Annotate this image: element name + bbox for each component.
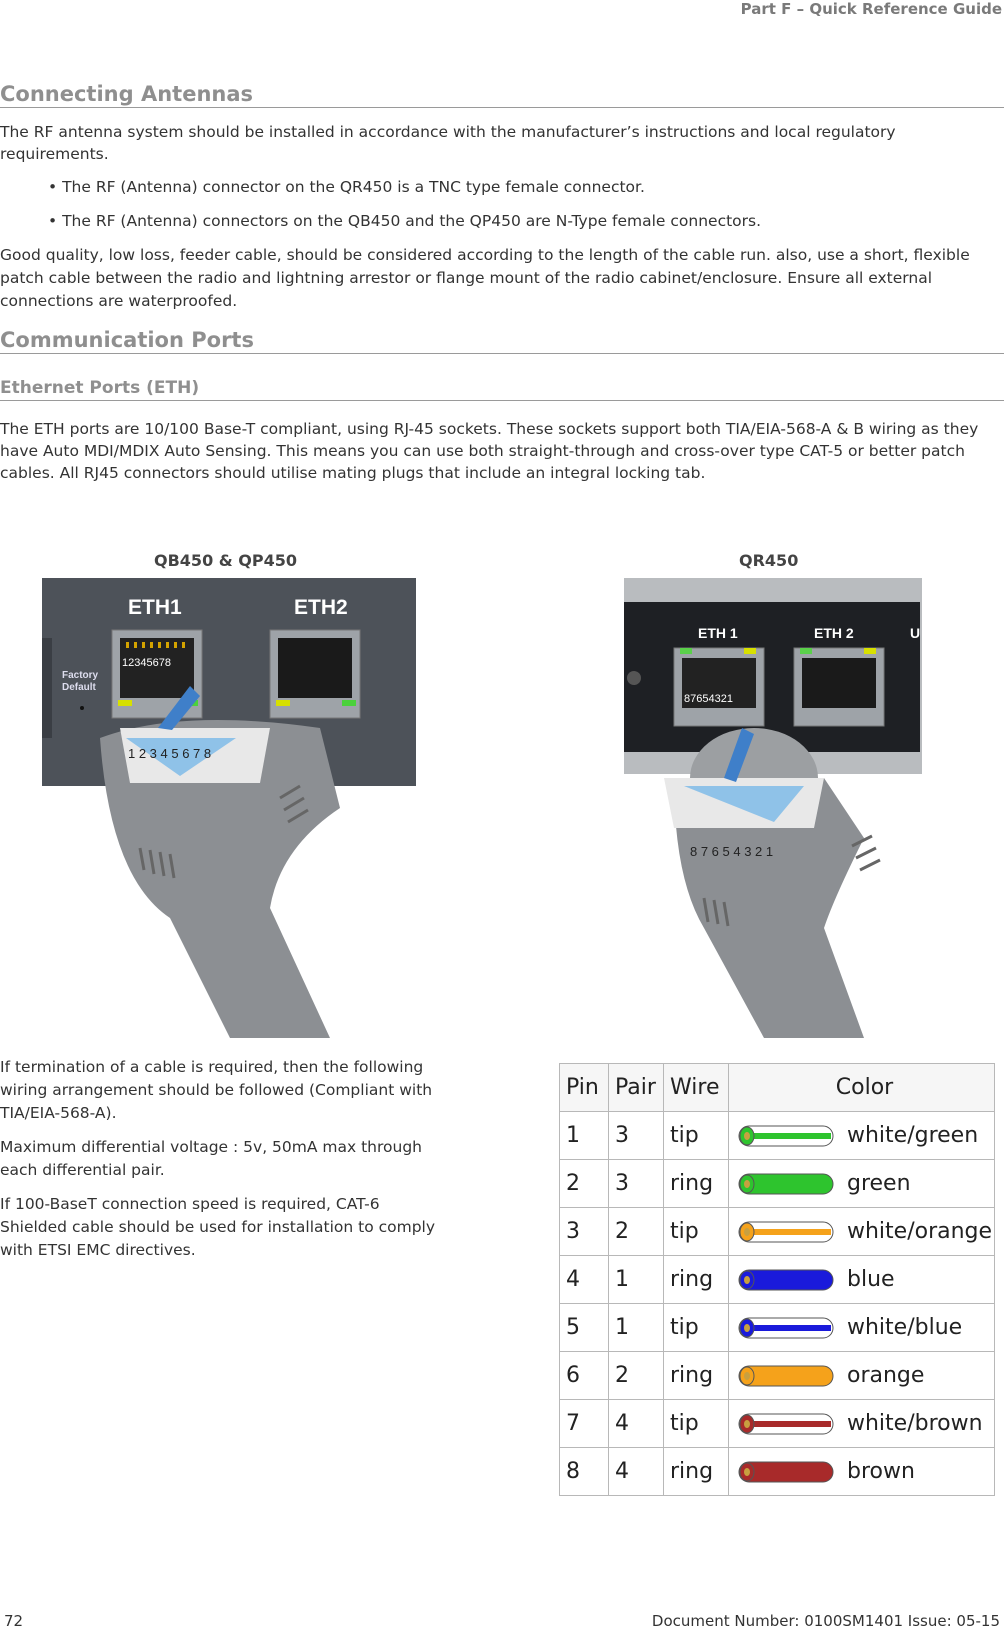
cell-color (729, 1448, 995, 1496)
right-plug-pins: 8 7 6 5 4 3 2 1 (690, 844, 774, 859)
table-row (560, 1352, 995, 1400)
wire-swatch-icon (735, 1219, 835, 1245)
wire-swatch-icon (735, 1123, 835, 1149)
eth-1-socket-pins: 87654321 (684, 693, 733, 705)
wire-swatch-icon (735, 1459, 835, 1485)
cell-wire: ring (664, 1448, 729, 1496)
cell-pair: 1 (609, 1304, 664, 1352)
cell-pin: 1 (560, 1112, 609, 1160)
qr450-ethernet-illustration (624, 578, 924, 1038)
eth1-socket-pins: 12345678 (122, 657, 171, 669)
cell-wire: tip (664, 1304, 729, 1352)
cell-pin: 3 (560, 1208, 609, 1256)
wire-color-label: orange (847, 1363, 925, 1388)
cell-wire: tip (664, 1112, 729, 1160)
cell-color (729, 1400, 995, 1448)
cell-pair: 4 (609, 1448, 664, 1496)
cell-pin: 8 (560, 1448, 609, 1496)
cell-color (729, 1256, 995, 1304)
antenna-bullet-qr450: • The RF (Antenna) connector on the QR450 is a TNC type female connector. (48, 178, 645, 196)
termination-p1: If termination of a cable is required, then the following wiring arrangement should be followed (Compliant with TIA/EIA-568-A). (0, 1058, 433, 1122)
running-header: Part F – Quick Reference Guide (740, 0, 1002, 18)
cell-color (729, 1352, 995, 1400)
wire-swatch-icon (735, 1267, 835, 1293)
left-plug-pins: 1 2 3 4 5 6 7 8 (128, 746, 212, 761)
cell-pair: 1 (609, 1256, 664, 1304)
cell-pair: 4 (609, 1400, 664, 1448)
cell-pair: 2 (609, 1208, 664, 1256)
cell-pin: 6 (560, 1352, 609, 1400)
antennas-body: Good quality, low loss, feeder cable, should be considered according to the length of the cable run. also, use a short, flexible patch cable between the radio and lightning arrestor or flange mount of the radio cabinet/enclosure. Ensure all external connections are waterproofed. (0, 246, 970, 310)
cell-wire: ring (664, 1160, 729, 1208)
wire-swatch-icon (735, 1363, 835, 1389)
wire-color-label: white/blue (847, 1315, 963, 1340)
wire-swatch-icon (735, 1171, 835, 1197)
default-label: Default (62, 682, 96, 693)
subsection-heading-eth: Ethernet Ports (ETH) (0, 377, 1004, 401)
eth-1-label: ETH 1 (698, 625, 738, 641)
header-pair: Pair (609, 1064, 664, 1112)
termination-text (0, 1056, 450, 1273)
page-number: 72 (4, 1612, 24, 1630)
document-number: Document Number: 0100SM1401 Issue: 05-15 (651, 1612, 1000, 1630)
cell-color (729, 1112, 995, 1160)
wire-swatch-icon (735, 1315, 835, 1341)
cell-color (729, 1304, 995, 1352)
section-heading-antennas: Connecting Antennas (0, 82, 1004, 108)
cell-pair: 3 (609, 1160, 664, 1208)
cell-wire: tip (664, 1208, 729, 1256)
termination-p2: Maximum differential voltage : 5v, 50mA max through each differential pair. (0, 1138, 422, 1179)
cell-color (729, 1160, 995, 1208)
header-wire: Wire (664, 1064, 729, 1112)
eth2-label: ETH2 (294, 596, 348, 619)
cell-pin: 4 (560, 1256, 609, 1304)
header-color: Color (729, 1064, 995, 1112)
table-row (560, 1160, 995, 1208)
table-row (560, 1400, 995, 1448)
figure-caption-qb450-qp450: QB450 & QP450 (154, 551, 298, 570)
factory-default-button (80, 706, 84, 710)
cell-pin: 7 (560, 1400, 609, 1448)
wire-swatch-icon (735, 1411, 835, 1437)
wire-color-label: green (847, 1171, 911, 1196)
wire-color-label: white/orange (847, 1219, 993, 1244)
section-heading-comms: Communication Ports (0, 328, 1004, 354)
wire-color-label: white/green (847, 1123, 979, 1148)
qb450-ethernet-illustration (40, 578, 420, 1038)
antennas-intro: The RF antenna system should be installed in accordance with the manufacturer’s instructions and local regulatory requirements. (0, 123, 896, 163)
cell-pin: 2 (560, 1160, 609, 1208)
wiring-table (559, 1063, 995, 1496)
eth1-label: ETH1 (128, 596, 182, 619)
cell-pin: 5 (560, 1304, 609, 1352)
table-row (560, 1256, 995, 1304)
termination-p3: If 100-BaseT connection speed is required, CAT-6 Shielded cable should be used for installation to comply with ETSI EMC directives. (0, 1195, 436, 1259)
wire-color-label: brown (847, 1459, 915, 1484)
cell-pair: 3 (609, 1112, 664, 1160)
table-row (560, 1448, 995, 1496)
edge-label: U (910, 625, 921, 641)
antenna-bullet-qb450-qp450: • The RF (Antenna) connectors on the QB450 and the QP450 are N-Type female connectors. (48, 212, 762, 230)
table-row (560, 1208, 995, 1256)
wire-color-label: white/brown (847, 1411, 983, 1436)
wiring-table-body (560, 1112, 995, 1496)
cell-wire: ring (664, 1352, 729, 1400)
wiring-table-header (560, 1064, 995, 1112)
table-row (560, 1112, 995, 1160)
cell-wire: tip (664, 1400, 729, 1448)
eth-2-label: ETH 2 (814, 625, 854, 641)
table-row (560, 1304, 995, 1352)
factory-label: Factory (62, 670, 99, 681)
wire-color-label: blue (847, 1267, 895, 1292)
cell-color (729, 1208, 995, 1256)
figure-caption-qr450: QR450 (739, 551, 799, 570)
eth-body: The ETH ports are 10/100 Base-T compliant, using RJ-45 sockets. These sockets support both TIA/EIA-568-A & B wiring as they have Auto MDI/MDIX Auto Sensing. This means you can use both straight-through and cross-over type CAT-5 or better patch cables. All RJ45 connectors should utilise mating plugs that include an integral locking tab. (0, 420, 979, 482)
cell-wire: ring (664, 1256, 729, 1304)
cell-pair: 2 (609, 1352, 664, 1400)
header-pin: Pin (560, 1064, 609, 1112)
